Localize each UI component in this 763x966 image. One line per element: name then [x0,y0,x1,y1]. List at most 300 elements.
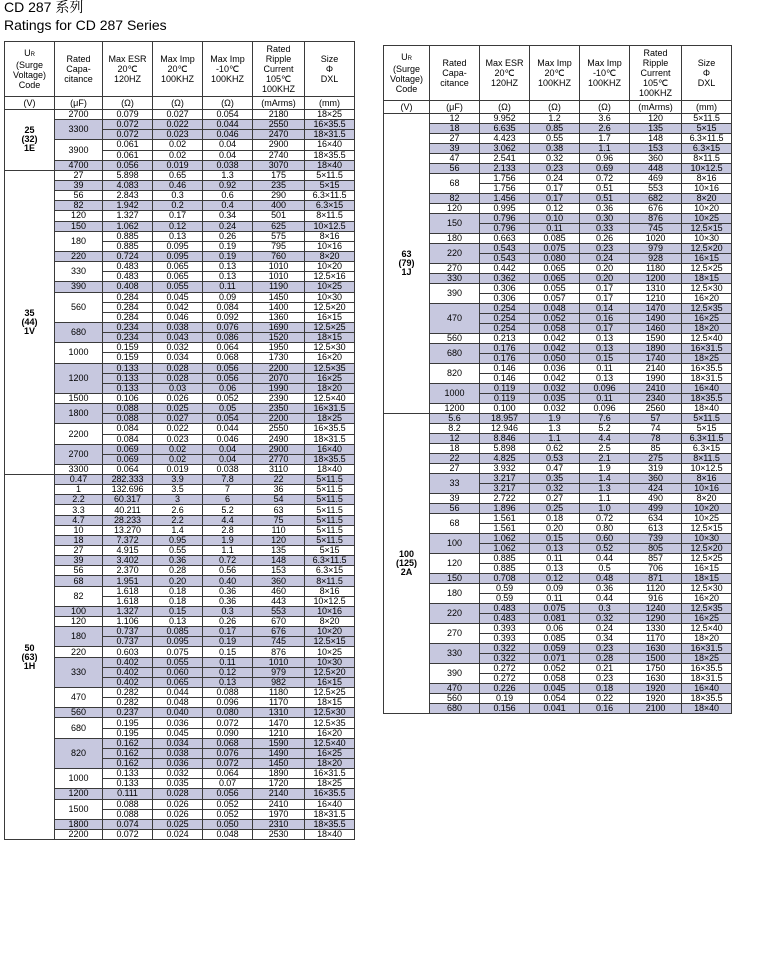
capacitance-cell: 2700 [55,444,103,464]
ripple-cell: 1450 [253,292,305,302]
imp-20-cell: 0.20 [153,576,203,586]
capacitance-cell: 39 [55,180,103,190]
voltage-code-voltage: 50 [24,642,35,653]
voltage-code-surge: (79) [398,258,415,268]
imp-minus10-cell: 0.72 [203,556,253,566]
esr-cell: 0.282 [103,698,153,708]
ripple-cell: 1180 [253,688,305,698]
capacitance-cell: 18 [55,535,103,545]
esr-cell: 0.088 [103,809,153,819]
imp-20-cell: 0.026 [153,393,203,403]
voltage-code-voltage: 63 [401,249,412,259]
esr-cell: 0.119 [480,384,530,394]
esr-cell: 0.885 [480,564,530,574]
imp-20-cell: 0.024 [153,829,203,839]
imp-20-cell: 0.065 [530,274,580,284]
size-cell: 18×15 [305,333,355,343]
ripple-cell: 2900 [253,444,305,454]
imp-20-cell: 0.046 [153,312,203,322]
ripple-cell: 634 [630,514,682,524]
imp-20-cell: 0.12 [530,574,580,584]
imp-minus10-cell: 0.19 [203,637,253,647]
imp-20-cell: 0.042 [153,302,203,312]
capacitance-cell: 33 [430,474,480,494]
size-cell: 5×11.5 [682,114,732,124]
size-cell: 12.5×20 [305,667,355,677]
imp-20-cell: 0.025 [153,404,203,414]
imp-20-cell: 0.023 [153,130,203,140]
ripple-cell: 3110 [253,464,305,474]
capacitance-cell: 150 [430,574,480,584]
size-cell: 5×15 [305,546,355,556]
esr-cell: 282.333 [103,475,153,485]
size-cell: 5×11.5 [305,505,355,515]
esr-cell: 0.306 [480,294,530,304]
size-cell: 12.5×35 [305,718,355,728]
ripple-cell: 1500 [630,654,682,664]
ripple-cell: 153 [630,144,682,154]
ripple-cell: 54 [253,495,305,505]
ratings-table-right [383,45,732,714]
header-max-imp-20: Max Imp 20℃ 100KHZ [153,42,203,97]
voltage-code-code: 1E [23,143,35,154]
imp-20-cell: 0.17 [530,184,580,194]
voltage-code-code: 2A [400,567,413,577]
imp-minus10-cell: 0.13 [580,344,630,354]
capacitance-cell: 680 [55,718,103,738]
imp-minus10-cell: 0.11 [580,394,630,404]
ripple-cell: 1490 [630,314,682,324]
esr-cell: 0.995 [480,204,530,214]
imp-minus10-cell: 0.18 [580,684,630,694]
voltage-code-surge: (44) [21,316,38,327]
size-cell: 5×11.5 [305,535,355,545]
ripple-cell: 22 [253,475,305,485]
capacitance-cell: 0.47 [55,475,103,485]
imp-20-cell: 0.034 [153,738,203,748]
table-row [384,204,732,214]
table-row [384,174,732,184]
table-row [384,604,732,614]
size-cell: 8×11.5 [682,454,732,464]
size-cell: 16×40 [305,444,355,454]
esr-cell: 1.106 [103,617,153,627]
ripple-cell: 1750 [630,664,682,674]
table-row [384,444,732,454]
capacitance-cell: 68 [430,514,480,534]
capacitance-cell: 180 [430,584,480,604]
imp-minus10-cell: 3.6 [580,114,630,124]
size-cell: 6.3×15 [682,444,732,454]
ripple-cell: 74 [630,424,682,434]
capacitance-cell: 3300 [55,464,103,474]
esr-cell: 0.226 [480,684,530,694]
ripple-cell: 625 [253,221,305,231]
size-cell: 16×25 [682,314,732,324]
size-cell: 5×11.5 [305,170,355,180]
esr-cell: 1.618 [103,586,153,596]
ripple-cell: 1920 [630,694,682,704]
ripple-cell: 1290 [630,614,682,624]
size-cell: 18×40 [305,160,355,170]
table-row [5,201,355,211]
imp-20-cell: 0.11 [530,224,580,234]
imp-20-cell: 1.3 [530,424,580,434]
imp-20-cell: 0.050 [530,354,580,364]
imp-minus10-cell: 0.16 [580,704,630,714]
ripple-cell: 1590 [630,334,682,344]
ripple-cell: 490 [630,494,682,504]
size-cell: 10×30 [305,657,355,667]
size-cell: 18×25 [305,110,355,120]
table-row [384,414,732,424]
esr-cell: 1.327 [103,606,153,616]
esr-cell: 1.756 [480,184,530,194]
table-body-left [5,110,355,840]
capacitance-cell: 4700 [55,160,103,170]
table-row [5,221,355,231]
ripple-cell: 979 [630,244,682,254]
size-cell: 10×16 [305,606,355,616]
ripple-cell: 2180 [253,110,305,120]
ripple-cell: 1010 [253,657,305,667]
imp-minus10-cell: 0.36 [580,204,630,214]
imp-minus10-cell: 0.96 [580,154,630,164]
ripple-cell: 1520 [253,333,305,343]
size-cell: 8×20 [305,617,355,627]
size-cell: 12.5×20 [682,544,732,554]
ripple-cell: 2350 [253,404,305,414]
capacitance-cell: 22 [430,454,480,464]
table-row [384,114,732,124]
table-row [5,738,355,748]
size-cell: 6.3×15 [305,566,355,576]
imp-minus10-cell: 0.04 [203,140,253,150]
size-cell: 6.3×11.5 [305,556,355,566]
capacitance-cell: 27 [430,134,480,144]
unit-cell: (Ω) [480,101,530,114]
table-row [5,475,355,485]
size-cell: 10×30 [682,234,732,244]
imp-20-cell: 0.065 [153,262,203,272]
capacitance-cell: 3.3 [55,505,103,515]
imp-minus10-cell: 0.096 [580,384,630,394]
table-row [5,829,355,839]
capacitance-cell: 2.2 [55,495,103,505]
imp-20-cell: 0.02 [153,454,203,464]
capacitance-cell: 220 [55,647,103,657]
imp-20-cell: 0.46 [153,180,203,190]
imp-minus10-cell: 0.05 [203,404,253,414]
imp-minus10-cell: 0.06 [203,383,253,393]
imp-minus10-cell: 0.068 [203,738,253,748]
capacitance-cell: 27 [430,464,480,474]
capacitance-cell: 1200 [55,789,103,799]
page-title: CD 287 系列 [4,0,84,15]
table-row [5,556,355,566]
imp-20-cell: 0.058 [530,324,580,334]
table-row [384,384,732,394]
table-row [5,393,355,403]
size-cell: 16×31.5 [682,344,732,354]
ripple-cell: 1330 [630,624,682,634]
ripple-cell: 979 [253,667,305,677]
imp-20-cell: 0.95 [153,535,203,545]
header-max-imp-20: Max Imp 20℃ 100KHZ [530,46,580,101]
table-row [5,191,355,201]
table-row [5,322,355,332]
table-row [384,344,732,354]
voltage-code-code: 1V [23,325,35,336]
capacitance-cell: 180 [430,234,480,244]
imp-minus10-cell: 0.04 [203,150,253,160]
capacitance-cell: 56 [430,164,480,174]
imp-minus10-cell: 4.4 [580,434,630,444]
header-voltage-code: UR (Surge Voltage) Code [5,42,55,97]
ripple-cell: 795 [253,241,305,251]
imp-minus10-cell: 4.4 [203,515,253,525]
imp-minus10-cell: 0.07 [203,779,253,789]
imp-minus10-cell: 0.32 [580,614,630,624]
imp-minus10-cell: 0.44 [580,594,630,604]
capacitance-cell: 18 [430,124,480,134]
size-cell: 18×40 [305,829,355,839]
imp-minus10-cell: 0.92 [203,180,253,190]
header-ripple-current: Rated Ripple Current 105℃ 100KHZ [630,46,682,101]
imp-minus10-cell: 0.69 [580,164,630,174]
ripple-cell: 1590 [253,738,305,748]
esr-cell: 2.133 [480,164,530,174]
imp-minus10-cell: 0.19 [203,251,253,261]
imp-20-cell: 0.02 [153,140,203,150]
size-cell: 18×35.5 [305,454,355,464]
size-cell: 12.5×40 [682,334,732,344]
size-cell: 16×31.5 [305,404,355,414]
ripple-cell: 1400 [253,302,305,312]
imp-20-cell: 0.041 [530,704,580,714]
ripple-cell: 148 [253,556,305,566]
ripple-cell: 319 [630,464,682,474]
size-cell: 18×31.5 [305,130,355,140]
imp-20-cell: 0.028 [153,373,203,383]
ripple-cell: 876 [253,647,305,657]
size-cell: 8×20 [682,194,732,204]
ripple-cell: 78 [630,434,682,444]
size-cell: 18×25 [305,779,355,789]
imp-minus10-cell: 7 [203,485,253,495]
size-cell: 6.3×15 [305,201,355,211]
imp-20-cell: 0.048 [153,698,203,708]
table-row [5,160,355,170]
esr-cell: 0.133 [103,769,153,779]
ripple-cell: 1210 [630,294,682,304]
table-row [384,424,732,434]
capacitance-cell: 12 [430,434,480,444]
imp-minus10-cell: 6 [203,495,253,505]
imp-20-cell: 0.35 [530,474,580,484]
capacitance-cell: 120 [430,204,480,214]
esr-cell: 0.724 [103,251,153,261]
imp-minus10-cell: 0.046 [203,130,253,140]
imp-20-cell: 0.38 [530,144,580,154]
imp-minus10-cell: 0.09 [203,292,253,302]
esr-cell: 0.402 [103,657,153,667]
table-row [5,799,355,809]
size-cell: 5×11.5 [305,525,355,535]
imp-minus10-cell: 0.04 [203,444,253,454]
ripple-cell: 424 [630,484,682,494]
esr-cell: 0.322 [480,644,530,654]
esr-cell: 3.217 [480,484,530,494]
table-row [5,404,355,414]
size-cell: 8×16 [682,174,732,184]
esr-cell: 0.603 [103,647,153,657]
imp-minus10-cell: 0.048 [203,829,253,839]
size-cell: 8×11.5 [682,154,732,164]
header-max-esr: Max ESR 20℃ 120HZ [480,46,530,101]
imp-20-cell: 0.042 [530,344,580,354]
size-cell: 12.5×15 [305,637,355,647]
size-cell: 12.5×40 [682,624,732,634]
esr-cell: 0.084 [103,424,153,434]
imp-minus10-cell: 0.13 [203,262,253,272]
imp-minus10-cell: 0.04 [203,454,253,464]
size-cell: 12.5×40 [305,738,355,748]
imp-minus10-cell: 7.6 [580,414,630,424]
ripple-cell: 676 [253,627,305,637]
ripple-cell: 135 [253,546,305,556]
capacitance-cell: 82 [430,194,480,204]
imp-20-cell: 0.058 [530,674,580,684]
capacitance-cell: 4.7 [55,515,103,525]
ripple-cell: 360 [253,576,305,586]
imp-20-cell: 0.53 [530,454,580,464]
ripple-cell: 2200 [253,414,305,424]
esr-cell: 0.069 [103,444,153,454]
capacitance-cell: 1500 [55,799,103,819]
table-row [5,515,355,525]
imp-minus10-cell: 0.5 [580,564,630,574]
size-cell: 10×12.5 [305,596,355,606]
size-cell: 16×35.5 [305,424,355,434]
imp-20-cell: 0.32 [530,484,580,494]
table-row [384,274,732,284]
ripple-cell: 36 [253,485,305,495]
esr-cell: 0.106 [103,393,153,403]
unit-cell: (Ω) [103,97,153,110]
imp-minus10-cell: 0.080 [203,708,253,718]
size-cell: 18×40 [305,464,355,474]
size-cell: 12.5×20 [682,244,732,254]
capacitance-cell: 2700 [55,110,103,120]
imp-minus10-cell: 0.052 [203,799,253,809]
imp-20-cell: 0.36 [153,556,203,566]
capacitance-cell: 470 [430,304,480,334]
size-cell: 12.5×20 [305,302,355,312]
size-cell: 16×20 [682,594,732,604]
header-capacitance: Rated Capa- citance [55,42,103,97]
table-row [5,444,355,454]
imp-minus10-cell: 0.30 [580,214,630,224]
table-row [5,576,355,586]
size-cell: 12.5×15 [682,224,732,234]
imp-20-cell: 0.47 [530,464,580,474]
imp-minus10-cell: 1.7 [580,134,630,144]
size-cell: 18×25 [682,654,732,664]
imp-20-cell: 0.85 [530,124,580,134]
header-capacitance: Rated Capa- citance [430,46,480,101]
imp-minus10-cell: 0.12 [203,667,253,677]
size-cell: 8×11.5 [305,576,355,586]
table-row [5,140,355,150]
imp-20-cell: 0.12 [530,204,580,214]
imp-minus10-cell: 0.72 [580,174,630,184]
table-row [384,504,732,514]
table-row [384,584,732,594]
table-row [5,627,355,637]
esr-cell: 0.061 [103,140,153,150]
esr-cell: 60.317 [103,495,153,505]
table-row [384,434,732,444]
esr-cell: 0.088 [103,799,153,809]
size-cell: 18×15 [682,274,732,284]
imp-minus10-cell: 0.21 [580,664,630,674]
table-row [384,164,732,174]
imp-minus10-cell: 0.36 [203,586,253,596]
size-cell: 18×20 [682,324,732,334]
ripple-cell: 1360 [253,312,305,322]
imp-20-cell: 0.32 [530,154,580,164]
ripple-cell: 575 [253,231,305,241]
capacitance-cell: 330 [430,644,480,664]
imp-20-cell: 0.060 [153,667,203,677]
size-cell: 18×15 [682,574,732,584]
imp-minus10-cell: 0.13 [203,272,253,282]
esr-cell: 0.885 [103,241,153,251]
capacitance-cell: 560 [55,708,103,718]
size-cell: 18×35.5 [682,394,732,404]
imp-20-cell: 0.045 [153,292,203,302]
imp-minus10-cell: 0.11 [580,364,630,374]
imp-20-cell: 0.036 [153,759,203,769]
capacitance-cell: 820 [55,738,103,768]
imp-20-cell: 0.095 [153,241,203,251]
esr-cell: 0.111 [103,789,153,799]
esr-cell: 0.254 [480,304,530,314]
esr-cell: 2.370 [103,566,153,576]
imp-20-cell: 0.55 [153,546,203,556]
imp-20-cell: 0.06 [530,624,580,634]
ripple-cell: 1170 [630,634,682,644]
esr-cell: 7.372 [103,535,153,545]
table-row [5,363,355,373]
imp-20-cell: 0.11 [530,554,580,564]
imp-minus10-cell: 0.096 [580,404,630,414]
size-cell: 5×11.5 [682,414,732,424]
imp-20-cell: 0.040 [153,708,203,718]
table-row [5,586,355,596]
imp-20-cell: 0.052 [530,664,580,674]
capacitance-cell: 39 [430,494,480,504]
imp-minus10-cell: 0.4 [203,201,253,211]
capacitance-cell: 270 [430,624,480,644]
capacitance-cell: 56 [430,504,480,514]
imp-minus10-cell: 0.15 [203,647,253,657]
unit-cell: (Ω) [153,97,203,110]
imp-minus10-cell: 0.072 [203,759,253,769]
ripple-cell: 1470 [630,304,682,314]
table-row [5,485,355,495]
